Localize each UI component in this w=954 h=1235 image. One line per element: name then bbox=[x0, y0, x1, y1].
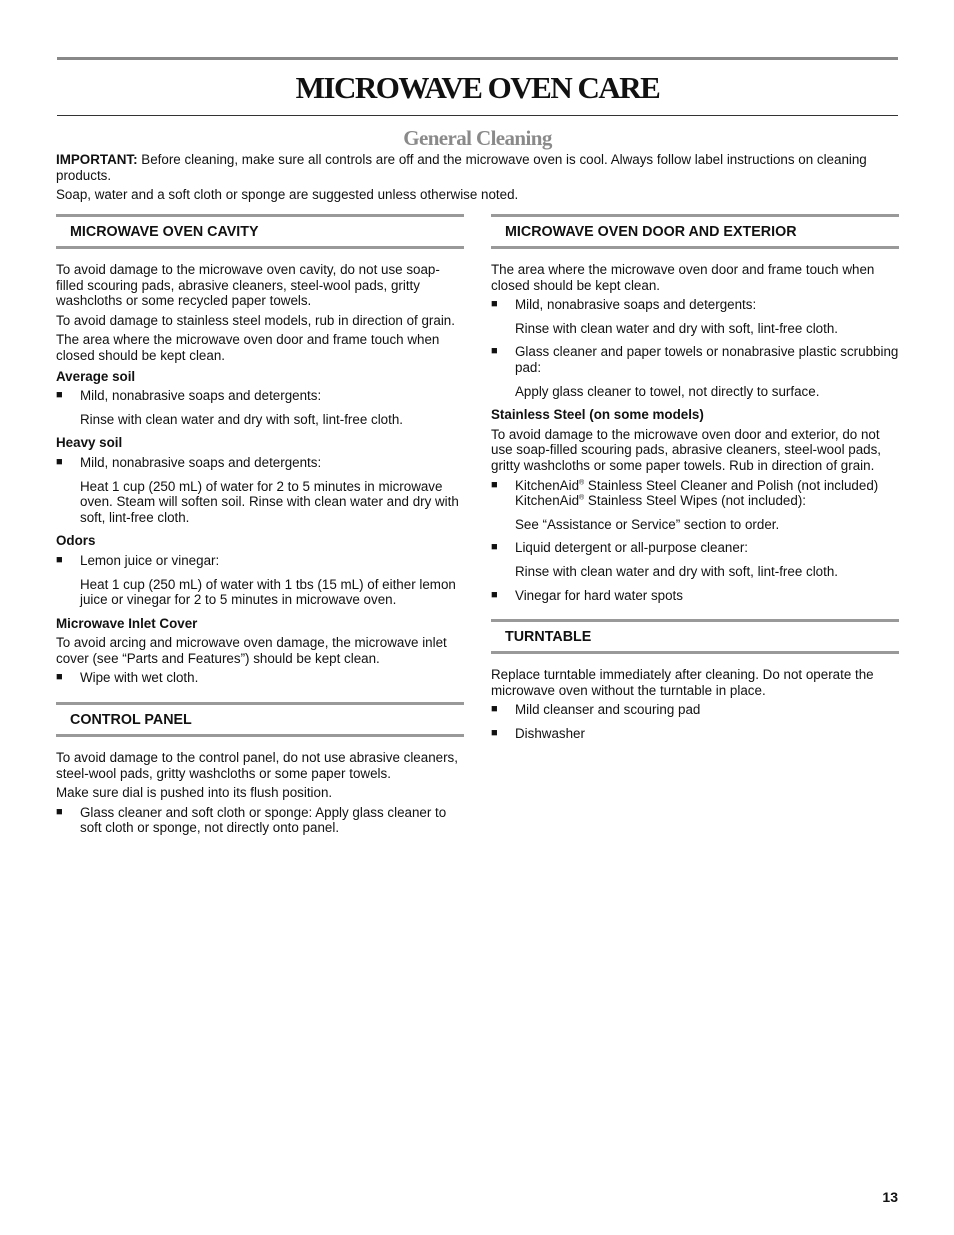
list-item: ■ Liquid detergent or all-purpose cleaner: bbox=[491, 540, 899, 556]
list-item: ■ Wipe with wet cloth. bbox=[56, 670, 464, 686]
title-underline bbox=[57, 115, 898, 116]
cavity-paragraph: To avoid damage to stainless steel models, rub in direction of grain. bbox=[56, 312, 455, 328]
list-item-detail: Rinse with clean water and dry with soft, lint-free cloth. bbox=[515, 563, 839, 579]
general-note: Soap, water and a soft cloth or sponge are suggested unless otherwise noted. bbox=[56, 187, 519, 203]
stainless-steel-label: Stainless Steel (on some models) bbox=[491, 407, 704, 423]
page-number: 13 bbox=[882, 1189, 898, 1205]
page-title: MICROWAVE OVEN CARE bbox=[295, 70, 660, 105]
list-item: ■ Dishwasher bbox=[491, 726, 899, 742]
list-item: ■ Mild, nonabrasive soaps and detergents: bbox=[56, 388, 464, 404]
heavy-soil-label: Heavy soil bbox=[56, 435, 123, 451]
cavity-paragraph: To avoid damage to the microwave oven cavity, do not use soap-filled scouring pads, abrasive cleaners, steel-wool pads, gritty washcloths or some recycled paper towels. bbox=[56, 262, 440, 309]
cavity-paragraph: The area where the microwave oven door and frame touch when closed should be kept clean. bbox=[56, 332, 440, 363]
control-panel-paragraph: To avoid damage to the control panel, do not use abrasive cleaners, steel-wool pads, gritty washcloths or some paper towels. bbox=[56, 750, 458, 781]
control-panel-heading: CONTROL PANEL bbox=[56, 702, 464, 737]
cavity-heading: MICROWAVE OVEN CAVITY bbox=[56, 214, 464, 249]
list-item-detail: Rinse with clean water and dry with soft, lint-free cloth. bbox=[515, 320, 839, 336]
list-item-detail: Heat 1 cup (250 mL) of water for 2 to 5 minutes in microwave oven. Steam will soften soil. Rinse with clean water and dry with soft, lint-free cloth. bbox=[80, 478, 459, 525]
list-item-detail: Rinse with clean water and dry with soft, lint-free cloth. bbox=[80, 411, 404, 427]
brand-name: KitchenAid bbox=[515, 477, 580, 493]
list-item-detail: See “Assistance or Service” section to order. bbox=[515, 516, 780, 532]
inlet-cover-label: Microwave Inlet Cover bbox=[56, 615, 198, 631]
turntable-paragraph: Replace turntable immediately after cleaning. Do not operate the microwave oven without the turntable in place. bbox=[491, 667, 874, 698]
important-text: Before cleaning, make sure all controls are off and the microwave oven is cool. Always follow label instructions on cleaning products. bbox=[56, 152, 867, 183]
list-item: ■ Mild cleanser and scouring pad bbox=[491, 702, 899, 718]
door-heading: MICROWAVE OVEN DOOR AND EXTERIOR bbox=[491, 214, 899, 249]
top-rule bbox=[57, 57, 898, 60]
registered-mark: ® bbox=[579, 494, 585, 502]
list-item: ■ Vinegar for hard water spots bbox=[491, 588, 899, 604]
section-title: General Cleaning bbox=[403, 126, 552, 150]
inlet-cover-text: To avoid arcing and microwave oven damage, the microwave inlet cover (see “Parts and Features”) should be kept clean. bbox=[56, 635, 447, 666]
odors-label: Odors bbox=[56, 533, 96, 549]
stainless-steel-text: To avoid damage to the microwave oven door and exterior, do not use soap-filled scouring pads, abrasive cleaners, steel-wool pads, gritty washcloths or some paper towels. Rub in direction of grain. bbox=[491, 426, 882, 473]
list-item: ■ Mild, nonabrasive soaps and detergents: bbox=[56, 455, 464, 471]
list-item: ■ Glass cleaner and soft cloth or sponge: Apply glass cleaner to soft cloth or sponge, not directly onto panel. bbox=[56, 805, 464, 836]
intro bbox=[56, 152, 898, 207]
right-column bbox=[491, 214, 899, 749]
important-note bbox=[56, 152, 898, 183]
list-item-detail: Apply glass cleaner to towel, not directly to surface. bbox=[515, 383, 820, 399]
list-item: ■ Lemon juice or vinegar: bbox=[56, 553, 464, 569]
brand-name: KitchenAid bbox=[515, 493, 580, 509]
average-soil-label: Average soil bbox=[56, 368, 136, 384]
important-label: IMPORTANT: bbox=[56, 152, 138, 167]
door-paragraph: The area where the microwave oven door and frame touch when closed should be kept clean. bbox=[491, 262, 875, 293]
registered-mark: ® bbox=[579, 479, 585, 487]
product-cleaner: Stainless Steel Cleaner and Polish (not included) bbox=[584, 477, 879, 493]
list-item: ■ Mild, nonabrasive soaps and detergents: bbox=[491, 297, 899, 313]
turntable-heading: TURNTABLE bbox=[491, 619, 899, 654]
list-item-detail: Heat 1 cup (250 mL) of water with 1 tbs (15 mL) of either lemon juice or vinegar for 2 to 5 minutes in microwave oven. bbox=[80, 576, 456, 608]
product-wipes: Stainless Steel Wipes (not included): bbox=[584, 493, 806, 509]
list-item bbox=[491, 478, 899, 509]
list-item: ■ Glass cleaner and paper towels or nonabrasive plastic scrubbing pad: bbox=[491, 344, 899, 375]
left-column bbox=[56, 214, 464, 844]
control-panel-paragraph: Make sure dial is pushed into its flush position. bbox=[56, 785, 333, 801]
